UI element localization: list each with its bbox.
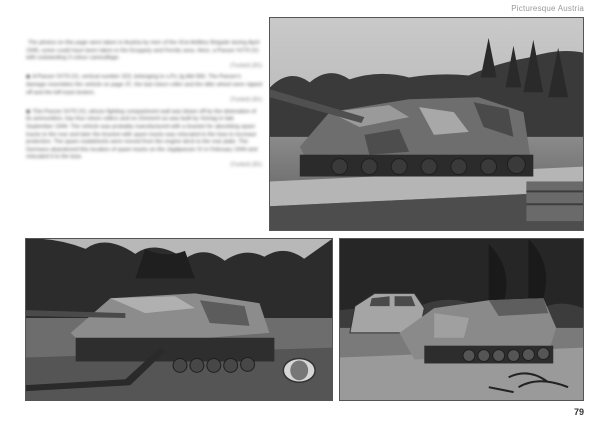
caption-text: This Panzer IV/70 (V), whose fighting compartment wall was blown off by the detonation of its ammunition, has four return rollers and no Zimmerit as was built by Vomag in late September 1944. The vehicle was probably manufactured with a bracket for absorbing spare tracks to the rear and later the bracket with spare tracks was relocated to the bow to increase protection. The spare roadwheels were moved from the engine deck to the rear plate. The Germans abandoned this location of spare tracks on the Jagdpanzer IV in February 1944 and relocated it to the bow. <box>26 108 258 161</box>
page-number: 79 <box>573 407 584 417</box>
caption-credit: (Tunkel) (81) <box>230 97 262 104</box>
photo-camouflaged-tank <box>269 17 584 231</box>
caption-1 <box>26 40 262 70</box>
caption-credit: (Tunkel) (81) <box>230 62 262 69</box>
caption-2 <box>26 74 262 104</box>
caption-3 <box>26 109 262 170</box>
caption-marker: ◆ <box>26 74 31 81</box>
photo-field-drawing <box>26 239 332 400</box>
photo-tank-drawing <box>270 18 583 230</box>
photo-wrecked-vehicles <box>339 238 584 401</box>
caption-text: The photos on this page were taken in Austria by men of the 41st Artillery Brigade during April 1945, some could have been taken in the Enzgarty and Fernitz area. Here, a Panzer IV/70 (V) with outstanding 3 colour camouflage. <box>26 40 260 62</box>
photo-wreck-drawing <box>340 239 583 400</box>
caption-marker: ◆ <box>26 108 31 115</box>
photo-tank-in-field <box>25 238 333 401</box>
running-header: Picturesque Austria <box>511 4 584 13</box>
caption-text: A Panzer IV/70 (V), vertical number 323, belonging to s.Pz.Jg.Abt 560. The Panzer's damage resembles the vehicle on page 37, the last return roller and the idler wheel were ripped off and the left track broken. <box>26 74 263 96</box>
caption-credit: (Tunkel) (81) <box>230 161 262 168</box>
caption-column <box>26 40 262 174</box>
